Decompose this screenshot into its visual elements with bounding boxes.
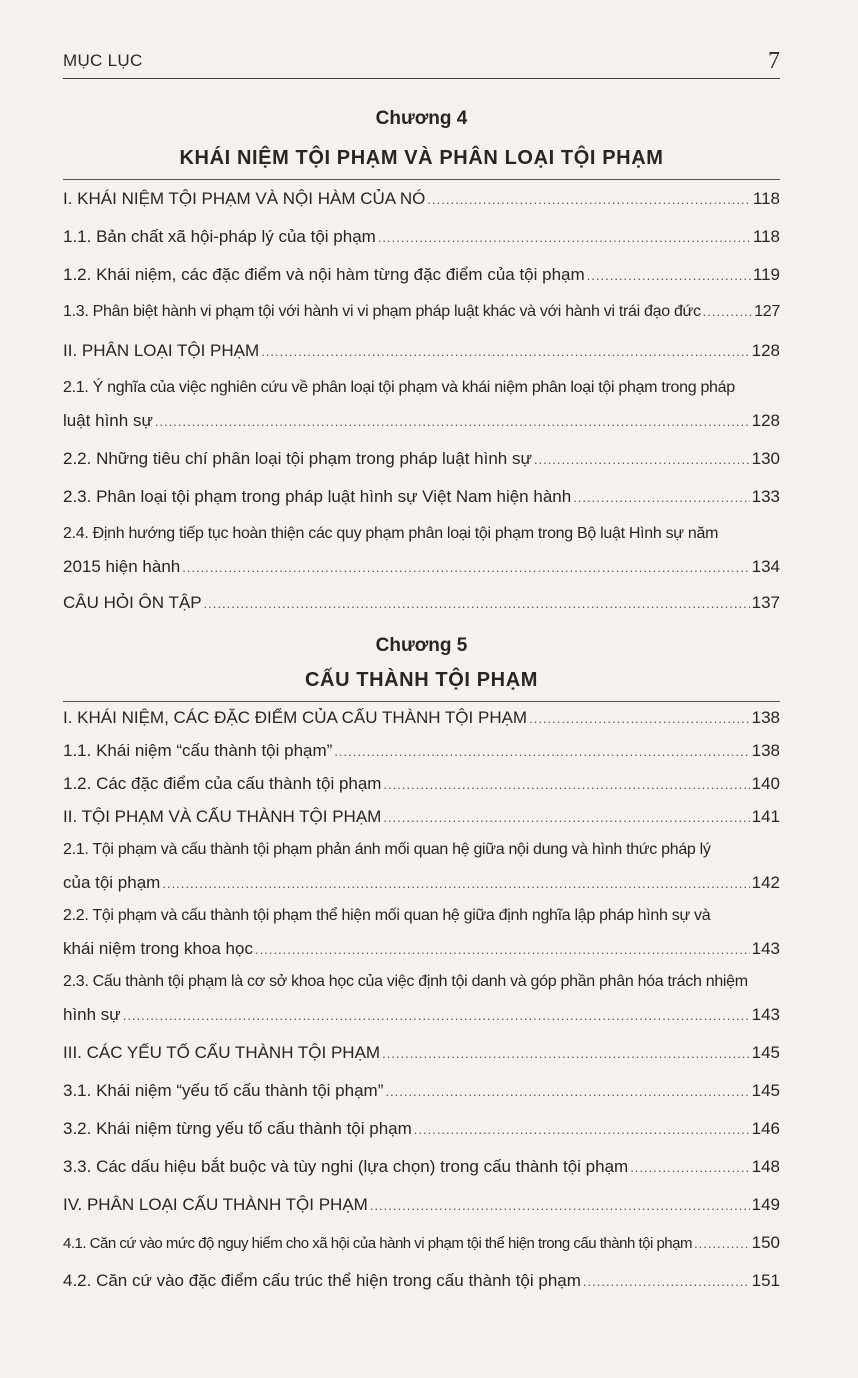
- toc-entry[interactable]: [63, 774, 780, 798]
- dot-leader: [370, 1198, 750, 1213]
- entry-title: 3.3. Các dấu hiệu bắt buộc và tùy nghi (lựa chọn) trong cấu thành tội phạm: [63, 1157, 629, 1176]
- entry-page: 137: [751, 593, 780, 612]
- dot-leader: [255, 942, 750, 957]
- toc-entry[interactable]: [63, 1119, 780, 1143]
- dot-leader: [182, 560, 749, 575]
- toc-entry[interactable]: [63, 227, 780, 251]
- toc-entry[interactable]: [63, 379, 780, 435]
- chapter-divider: [63, 701, 780, 702]
- entry-title-line: 2.1. Ý nghĩa của việc nghiên cứu về phân loại tội phạm và khái niệm phân loại tội phạm trong pháp: [63, 379, 735, 396]
- entry-page: 127: [754, 303, 780, 320]
- entry-page: 134: [751, 557, 780, 576]
- toc-entry[interactable]: [63, 189, 780, 213]
- toc-entry[interactable]: [63, 525, 780, 581]
- entry-title: 4.2. Căn cứ vào đặc điểm cấu trúc thể hiện trong cấu thành tội phạm: [63, 1271, 581, 1290]
- dot-leader: [334, 744, 749, 759]
- chapter-title: CẤU THÀNH TỘI PHẠM: [304, 669, 538, 691]
- entry-page: 145: [751, 1081, 780, 1100]
- entry-title: 1.3. Phân biệt hành vi phạm tội với hành vi vi phạm pháp luật khác và với hành vi trái đạo đức: [63, 303, 701, 320]
- entry-title: II. TỘI PHẠM VÀ CẤU THÀNH TỘI PHẠM: [63, 807, 382, 826]
- entry-page: 138: [751, 741, 780, 760]
- chapter-label: Chương 5: [375, 635, 468, 656]
- toc-entry[interactable]: [63, 265, 780, 289]
- entry-title: 2.2. Những tiêu chí phân loại tội phạm trong pháp luật hình sự: [63, 449, 532, 468]
- dot-leader: [583, 1274, 750, 1289]
- toc-entry[interactable]: [63, 841, 780, 897]
- running-title: MỤC LỤC: [63, 51, 143, 70]
- entry-title: của tội phạm: [63, 873, 161, 892]
- toc-entry[interactable]: [63, 1081, 780, 1105]
- entry-title: 1.2. Các đặc điểm của cấu thành tội phạm: [63, 774, 382, 793]
- entry-page: 142: [751, 873, 780, 892]
- toc-entry[interactable]: [63, 807, 780, 831]
- entry-page: 133: [751, 487, 780, 506]
- entry-page: 143: [751, 1005, 780, 1024]
- dot-leader: [383, 810, 749, 825]
- entry-title: 2015 hiện hành: [63, 557, 181, 576]
- entry-page: 140: [751, 774, 780, 793]
- entry-title: 4.1. Căn cứ vào mức độ nguy hiểm cho xã hội của hành vi phạm tội thể hiện trong cấu thành tội phạm: [63, 1235, 692, 1252]
- toc-entry[interactable]: [63, 593, 780, 617]
- entry-title: CÂU HỎI ÔN TẬP: [63, 593, 202, 612]
- entry-page: 141: [751, 807, 780, 826]
- dot-leader: [630, 1160, 749, 1175]
- entry-page: 118: [752, 227, 780, 246]
- toc-entry[interactable]: [63, 487, 780, 511]
- page-header: [63, 48, 780, 79]
- dot-leader: [162, 876, 749, 891]
- dot-leader: [427, 192, 750, 207]
- dot-leader: [261, 344, 749, 359]
- entry-title: I. KHÁI NIỆM TỘI PHẠM VÀ NỘI HÀM CỦA NÓ: [63, 189, 426, 208]
- entry-page: 151: [751, 1271, 780, 1290]
- toc-entry[interactable]: [63, 1233, 780, 1257]
- dot-leader: [534, 452, 750, 467]
- entry-title: 1.1. Bản chất xã hội-pháp lý của tội phạm: [63, 227, 376, 246]
- entry-title-line: 2.1. Tội phạm và cấu thành tội phạm phản ánh mối quan hệ giữa nội dung và hình thức pháp lý: [63, 841, 711, 858]
- entry-title-line: 2.3. Cấu thành tội phạm là cơ sở khoa học của việc định tội danh và góp phần phân hóa trách nhiệm: [63, 973, 748, 990]
- dot-leader: [385, 1084, 749, 1099]
- chapter-title: KHÁI NIỆM TỘI PHẠM VÀ PHÂN LOẠI TỘI PHẠM: [179, 147, 664, 169]
- entry-title: 1.1. Khái niệm “cấu thành tội phạm”: [63, 741, 333, 760]
- entry-title: III. CÁC YẾU TỐ CẤU THÀNH TỘI PHẠM: [63, 1043, 381, 1062]
- dot-leader: [378, 230, 751, 245]
- toc-entry[interactable]: [63, 741, 780, 765]
- dot-leader: [204, 596, 750, 611]
- entry-page: 118: [752, 189, 780, 208]
- entry-page: 138: [751, 708, 780, 727]
- table-of-contents: [63, 78, 780, 1295]
- toc-entry[interactable]: [63, 1195, 780, 1219]
- chapter-label: Chương 4: [375, 108, 468, 129]
- dot-leader: [587, 268, 751, 283]
- entry-title: hình sự: [63, 1005, 121, 1024]
- toc-entry[interactable]: [63, 341, 780, 365]
- entry-title: II. PHÂN LOẠI TỘI PHẠM: [63, 341, 260, 360]
- toc-entry[interactable]: [63, 303, 780, 327]
- dot-leader: [573, 490, 749, 505]
- entry-page: 146: [751, 1119, 780, 1138]
- dot-leader: [703, 304, 753, 319]
- entry-title: luật hình sự: [63, 411, 153, 430]
- entry-page: 128: [751, 341, 780, 360]
- entry-title: khái niệm trong khoa học: [63, 939, 253, 958]
- entry-title-line: 2.4. Định hướng tiếp tục hoàn thiện các quy phạm phân loại tội phạm trong Bộ luật Hình sự năm: [63, 525, 719, 542]
- toc-entry[interactable]: [63, 1157, 780, 1181]
- entry-title-line: 2.2. Tội phạm và cấu thành tội phạm thể hiện mối quan hệ giữa định nghĩa lập pháp hình sự và: [63, 907, 711, 924]
- toc-entry[interactable]: [63, 907, 780, 963]
- toc-entry[interactable]: [63, 1271, 780, 1295]
- entry-page: 128: [751, 411, 780, 430]
- toc-entry[interactable]: [63, 708, 780, 732]
- page-number: 7: [768, 48, 780, 74]
- entry-page: 143: [751, 939, 780, 958]
- dot-leader: [694, 1236, 750, 1251]
- entry-title: 3.2. Khái niệm từng yếu tố cấu thành tội phạm: [63, 1119, 412, 1138]
- chapter-4-heading: [63, 104, 780, 173]
- entry-title: I. KHÁI NIỆM, CÁC ĐẶC ĐIỂM CỦA CẤU THÀNH TỘI PHẠM: [63, 708, 528, 727]
- dot-leader: [529, 711, 750, 726]
- entry-page: 150: [751, 1233, 780, 1252]
- dot-leader: [123, 1008, 750, 1023]
- entry-page: 145: [751, 1043, 780, 1062]
- dot-leader: [382, 1046, 750, 1061]
- toc-entry[interactable]: [63, 449, 780, 473]
- dot-leader: [383, 777, 749, 792]
- entry-page: 119: [752, 265, 780, 284]
- chapter-5-heading: [63, 631, 780, 695]
- entry-page: 149: [751, 1195, 780, 1214]
- toc-entry[interactable]: [63, 973, 780, 1029]
- entry-page: 130: [751, 449, 780, 468]
- dot-leader: [414, 1122, 750, 1137]
- entry-title: 1.2. Khái niệm, các đặc điểm và nội hàm từng đặc điểm của tội phạm: [63, 265, 585, 284]
- entry-page: 148: [751, 1157, 780, 1176]
- entry-title: IV. PHÂN LOẠI CẤU THÀNH TỘI PHẠM: [63, 1195, 368, 1214]
- toc-entry[interactable]: [63, 1043, 780, 1067]
- entry-title: 3.1. Khái niệm “yếu tố cấu thành tội phạm”: [63, 1081, 384, 1100]
- entry-title: 2.3. Phân loại tội phạm trong pháp luật hình sự Việt Nam hiện hành: [63, 487, 572, 506]
- chapter-divider: [63, 179, 780, 180]
- dot-leader: [155, 414, 750, 429]
